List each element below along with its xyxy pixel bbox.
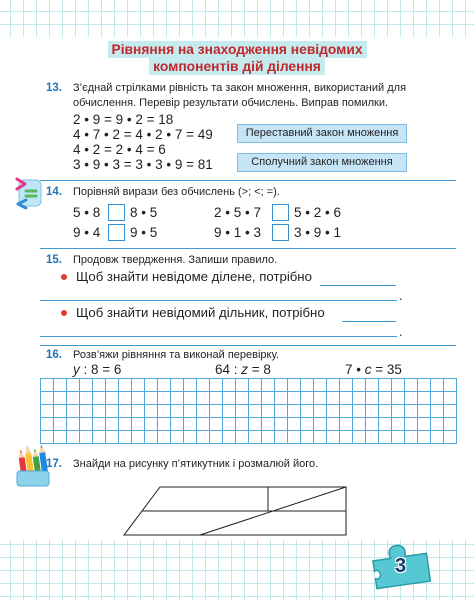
answer-line[interactable] [320,285,396,286]
exercise-16-number: 16. [46,349,62,361]
exercise-14-number: 14. [46,186,62,198]
answer-line[interactable] [40,336,397,337]
exercise-16-instruction: Розв’яжи рівняння та виконай перевірку. [73,349,279,361]
title-line-1: Рівняння на знаходження невідомих [108,41,367,58]
law-box-associative[interactable]: Сполучний закон множення [237,153,407,172]
line-end-period: . [399,288,403,303]
section-divider-1 [40,180,456,181]
exercise-13-equation-1: 2 • 9 = 9 • 2 = 18 [73,112,174,127]
expression-left: 9 • 1 • 3 [214,225,261,240]
exercise-13-equation-2: 4 • 7 • 2 = 4 • 2 • 7 = 49 [73,127,213,142]
compare-signs-icon [14,176,44,210]
page-number-badge [368,540,434,592]
exercise-13-equation-3: 4 • 2 = 2 • 4 = 6 [73,142,166,157]
bullet-dot [61,310,67,316]
title-row-2 [0,58,474,75]
answer-line[interactable] [342,321,396,322]
equation-z [215,362,271,378]
exercise-17-instruction: Знайди на рисунку п’ятикутник і розмалюй його. [73,458,319,470]
exercise-17-number: 17. [46,458,62,470]
bullet-dot [61,274,67,280]
equation-lead: 64 : [215,362,242,377]
line-end-period: . [399,324,403,339]
compare-answer-box[interactable] [108,224,125,241]
expression-left: 2 • 5 • 7 [214,205,261,220]
section-divider-3 [40,345,456,346]
equation-variable: y [73,362,80,377]
expression-right: 3 • 9 • 1 [294,225,341,240]
equation-variable: c [364,362,372,377]
statement-divisor: Щоб знайти невідомий дільник, потрібно [76,305,325,320]
equation-rest: : 8 = 6 [79,362,122,377]
compare-answer-box[interactable] [272,204,289,221]
page-title [0,41,474,75]
equation-c [345,362,402,378]
equation-y [73,362,121,378]
equation-rest: = 35 [371,362,402,377]
expression-right: 5 • 2 • 6 [294,205,341,220]
equation-variable: z [241,362,249,377]
exercise-13-equation-4: 3 • 9 • 3 = 3 • 3 • 9 = 81 [73,157,213,172]
figure-drawing [118,484,350,538]
equation-lead: 7 • [345,362,365,377]
exercise-15-number: 15. [46,254,62,266]
compare-answer-box[interactable] [272,224,289,241]
answer-line[interactable] [40,300,397,301]
expression-left: 5 • 8 [73,205,101,220]
pentagon-figure[interactable] [118,484,350,538]
expression-left: 9 • 4 [73,225,101,240]
law-box-commutative[interactable]: Переставний закон множення [237,124,407,143]
expression-right: 8 • 5 [130,205,158,220]
section-divider-2 [40,248,456,249]
equation-rest: = 8 [248,362,271,377]
page-number: 3 [395,555,407,577]
title-row-1 [0,41,474,58]
exercise-13-instruction-line-2: обчислення. Перевір результати обчислень. Виправ помилки. [73,97,389,109]
title-line-2: компонентів дій ділення [149,58,325,75]
exercise-13-number: 13. [46,82,62,94]
expression-right: 9 • 5 [130,225,158,240]
solution-grid[interactable] [40,378,457,444]
compare-signs-icon-graphic [14,176,44,210]
exercise-13-instruction-line-1: З’єднай стрілками рівність та закон множення, використаний для [73,82,407,94]
statement-dividend: Щоб знайти невідоме ділене, потрібно [76,269,312,284]
compare-answer-box[interactable] [108,204,125,221]
exercise-15-instruction: Продовж твердження. Запиши правило. [73,254,278,266]
exercise-14-instruction: Порівняй вирази без обчислень (>; <; =). [73,186,280,198]
